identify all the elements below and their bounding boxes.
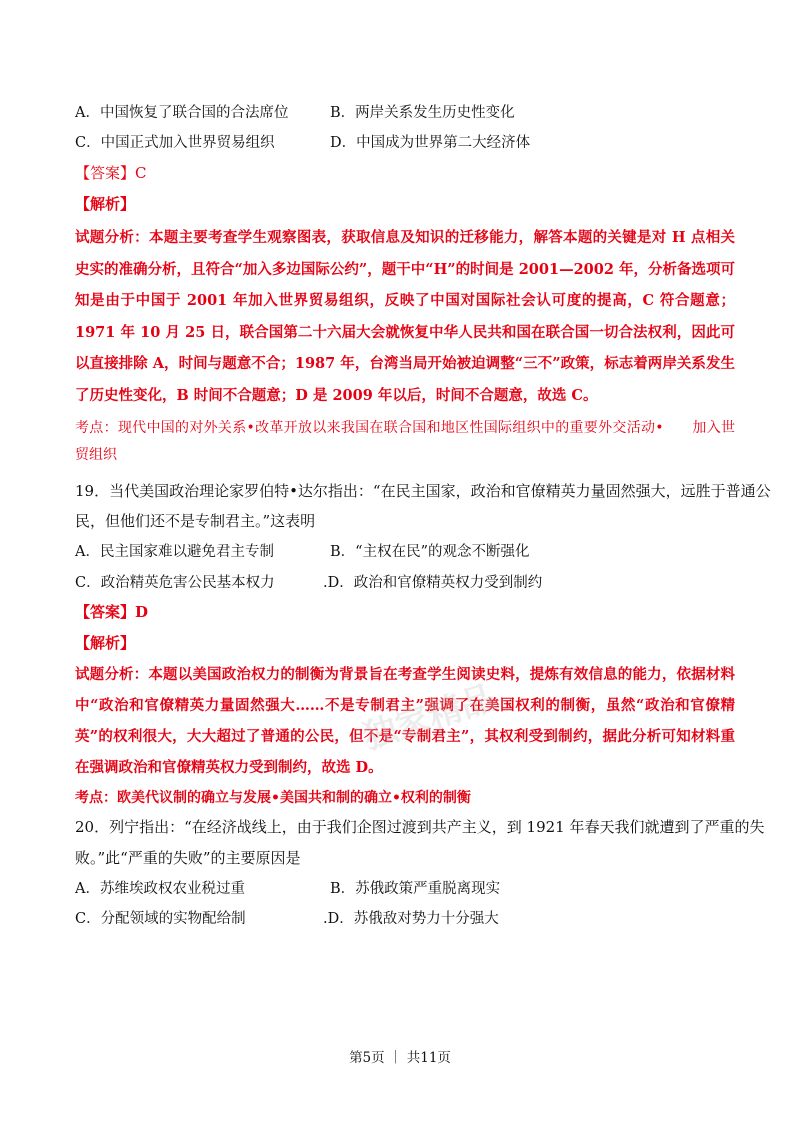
q18-option-c: C．中国正式加入世界贸易组织	[75, 135, 275, 151]
q20-stem-line1: 20．列宁指出：“在经济战线上，由于我们企图过渡到共产主义，到 1921 年春天我们就遭到了严重的失	[75, 818, 765, 836]
watermark: 独家精品	[358, 677, 500, 758]
q19-stem-line2: 民，但他们还不是专制君主。”这表明	[75, 512, 316, 530]
q19-option-d: .D．政治和官僚精英权力受到制约	[323, 575, 543, 591]
q19-analysis: 试题分析：本题以美国政治权力的制衡为背景旨在考查学生阅读史料，提炼有效信息的能力，依据材料中“政治和官僚精英力量固然强大……不是专制君主”强调了在美国权利的制衡，虽然“政治和官僚精英”的权利很大，大大超过了普通的公民，但不是“专制君主”，其权利受到制约，据此分析可知材料重在强调政治和官僚精英权力受到制约，故选 D。	[75, 666, 735, 776]
page-footer: 第5页 ｜ 共11页	[349, 1050, 451, 1066]
q19-option-a: A．民主国家难以避免君主专制	[75, 544, 274, 560]
q20-option-a: A．苏维埃政权农业税过重	[75, 881, 245, 897]
q19-answer: 【答案】D	[75, 603, 149, 621]
q18-kaodian: 考点：现代中国的对外关系•改革开放以来我国在联合国和地区性国际组织中的重要外交活动• 加入世贸组织	[75, 420, 735, 463]
q18-analysis-heading: 【解析】	[75, 195, 136, 213]
q18-option-a: A．中国恢复了联合国的合法席位	[75, 105, 289, 121]
q20-option-b: B．苏俄政策严重脱离现实	[330, 881, 501, 897]
q18-option-d: D．中国成为世界第二大经济体	[330, 135, 531, 151]
q19-option-c: C．政治精英危害公民基本权力	[75, 575, 275, 591]
q18-analysis: 试题分析：本题主要考查学生观察图表，获取信息及知识的迁移能力，解答本题的关键是对 H 点相关史实的准确分析，且符合“加入多边国际公约”，题干中“H”的时间是 2001—2002 年，分析备选项可知是由于中国于 2001 年加入世界贸易组织，反映了中国对国际社会认可度的提高，C 符合题意；1971 年 10 月 25 日，联合国第二十六届大会就恢复中华人民共和国在联合国一切合法权利，因此可以直接排除 A，时间与题意不合；1987 年，台湾当局开始被迫调整“三不”政策，标志着两岸关系发生了历史性变化，B 时间不合题意；D 是 2009 年以后，时间不合题意，故选 C。	[75, 229, 735, 404]
q19-stem-line1: 19．当代美国政治理论家罗伯特•达尔指出：“在民主国家，政治和官僚精英力量固然强大，远胜于普通公	[75, 482, 771, 500]
q18-answer: 【答案】C	[75, 164, 147, 182]
q19-analysis-heading: 【解析】	[75, 634, 136, 652]
q19-option-b: B．“主权在民”的观念不断强化	[330, 544, 530, 560]
q20-option-d: .D．苏俄敌对势力十分强大	[323, 911, 499, 927]
q20-option-c: C．分配领域的实物配给制	[75, 911, 246, 927]
q19-kaodian: 考点：欧美代议制的确立与发展•美国共和制的确立•权利的制衡	[75, 790, 471, 806]
q18-option-b: B．两岸关系发生历史性变化	[330, 105, 515, 121]
q20-stem-line2: 败。”此“严重的失败”的主要原因是	[75, 849, 301, 867]
